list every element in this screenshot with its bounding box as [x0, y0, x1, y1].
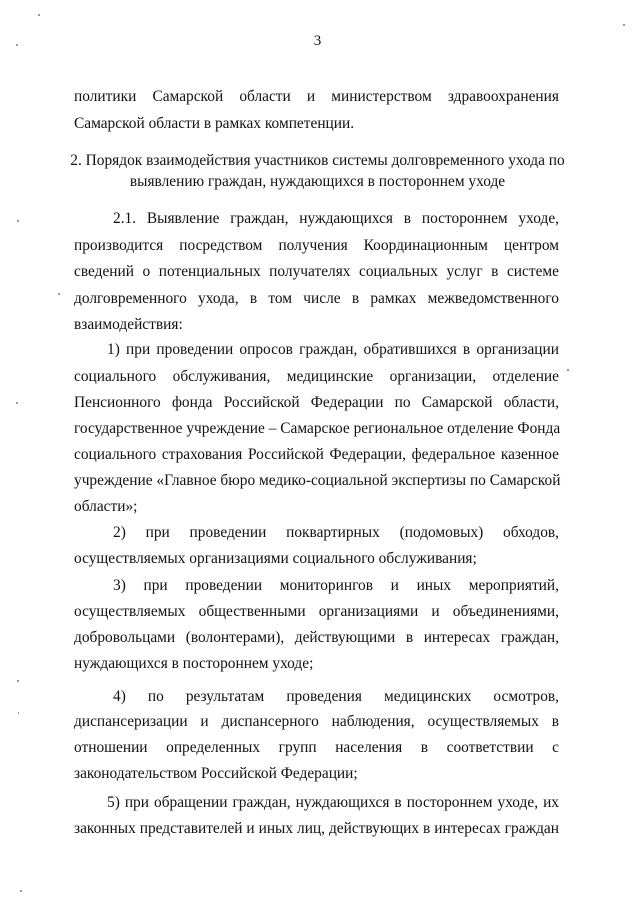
- scan-speck: [567, 369, 569, 371]
- scan-speck: [17, 680, 19, 682]
- text-line: нуждающихся в постороннем уходе;: [74, 655, 314, 672]
- text-line: социального страхования Российской Федерации, федеральное казенное: [74, 446, 559, 463]
- scan-speck: [623, 24, 625, 26]
- scan-speck: [18, 712, 19, 714]
- scan-speck: [38, 14, 40, 16]
- text-line: Самарской области в рамках компетенции.: [74, 115, 355, 132]
- text-line: 4) по результатам проведения медицинских осмотров,: [113, 688, 559, 705]
- text-line: законных представителей и иных лиц, действующих в интересах граждан: [74, 820, 559, 837]
- text-line: политики Самарской области и министерством здравоохранения: [74, 88, 559, 105]
- scan-speck: [16, 44, 18, 46]
- text-line: 2.1. Выявление граждан, нуждающихся в постороннем уходе,: [113, 210, 559, 227]
- text-line: отношении определенных групп населения в соответствии с: [74, 739, 559, 756]
- text-line: 5) при обращении граждан, нуждающихся в постороннем уходе, их: [107, 794, 559, 811]
- text-line: сведений о потенциальных получателях социальных услуг в системе: [74, 263, 559, 280]
- text-line: взаимодействия:: [74, 316, 183, 333]
- scan-speck: [16, 402, 18, 404]
- text-line: 2) при проведении поквартирных (подомовых) обходов,: [113, 524, 559, 541]
- heading-line: 2. Порядок взаимодействия участников системы долговременного ухода по: [70, 152, 565, 169]
- text-line: 1) при проведении опросов граждан, обратившихся в организации: [107, 341, 559, 358]
- text-line: 3) при проведении мониторингов и иных мероприятий,: [113, 577, 559, 594]
- text-line: осуществляемых общественными организациями и объединениями,: [74, 603, 559, 620]
- text-line: диспансеризации и диспансерного наблюдения, осуществляемых в: [74, 713, 559, 730]
- text-line: учреждение «Главное бюро медико-социальной экспертизы по Самарской: [74, 472, 561, 489]
- text-line: долговременного ухода, в том числе в рамках межведомственного: [74, 290, 559, 307]
- text-line: осуществляемых организациями социального обслуживания;: [74, 550, 477, 567]
- page-number: 3: [313, 33, 322, 49]
- heading-line: выявлению граждан, нуждающихся в постороннем уходе: [129, 173, 506, 190]
- scan-speck: [58, 293, 60, 295]
- text-line: области»;: [74, 498, 138, 515]
- text-line: Пенсионного фонда Российской Федерации по Самарской области,: [74, 394, 559, 411]
- scan-speck: [17, 220, 19, 222]
- scan-speck: [20, 890, 22, 892]
- text-line: добровольцами (волонтерами), действующими в интересах граждан,: [74, 629, 559, 646]
- text-line: производится посредством получения Координационным центром: [74, 237, 559, 254]
- text-line: государственное учреждение – Самарское региональное отделение Фонда: [74, 420, 561, 437]
- text-line: социального обслуживания, медицинские организации, отделение: [74, 368, 559, 385]
- text-line: законодательством Российской Федерации;: [74, 765, 358, 782]
